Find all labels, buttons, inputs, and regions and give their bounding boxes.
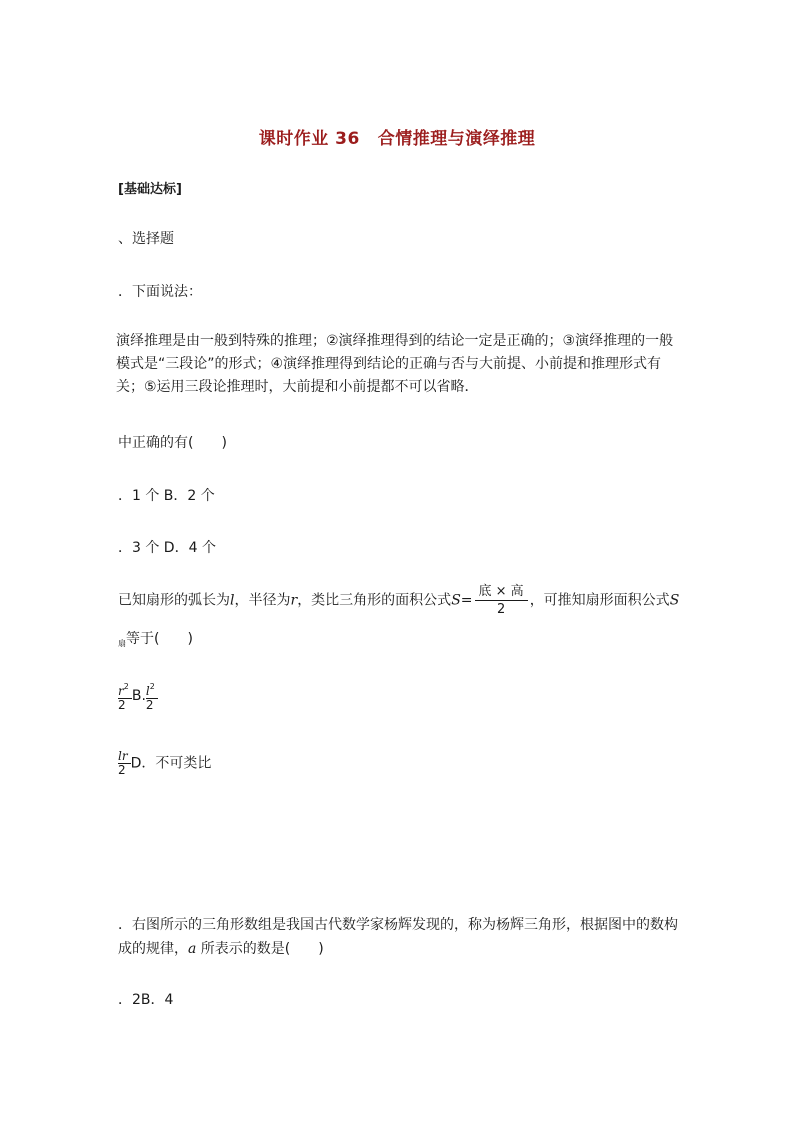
title-part2: 合情推理与演绎推理: [377, 129, 536, 149]
option-c-fraction: $\frac{lr}{2}$: [118, 750, 131, 777]
q3-question-line1: ．右图所示的三角形数组是我国古代数学家杨辉发现的，称为杨辉三角形，根据图中的数构: [118, 917, 678, 933]
q1-options-row1: ．1 个 B．2 个: [118, 488, 215, 504]
var-S2: S: [669, 592, 680, 609]
q2-question-line2: $_扇$等于( ): [118, 631, 193, 648]
q2-question-line1: 已知扇形的弧长为l，半径为r，类比三角形的面积公式S= $\frac{\text{底 × 高}}{2}$ ，可推知扇形面积公式S: [118, 584, 680, 617]
title-part1: 课时作业 36: [258, 129, 360, 149]
section-label: [基础达标]: [118, 182, 182, 197]
q2-options-cd: [118, 750, 211, 777]
subscript-shan: 扇: [118, 639, 126, 648]
triangle-area-fraction: $\frac{\text{底 × 高}}{2}$: [475, 584, 528, 617]
q2-options-ab: [118, 680, 158, 712]
q3-options: ．2B．4: [118, 992, 174, 1008]
var-r: r: [290, 592, 298, 609]
var-S: S: [451, 592, 461, 609]
subsection-heading: 、选择题: [118, 231, 174, 247]
var-l: l: [230, 592, 235, 609]
option-a-fraction: $\frac{r^2}{2}$: [118, 680, 132, 712]
page-title: [0, 124, 794, 149]
q1-question: 中正确的有( ): [118, 435, 227, 451]
q1-options-row2: ．3 个 D．4 个: [118, 540, 216, 556]
var-a: a: [188, 941, 197, 957]
q1-intro: ．下面说法：: [118, 284, 202, 300]
option-d: D．不可类比: [130, 755, 212, 772]
q1-statement: 演绎推理是由一般到特殊的推理；②演绎推理得到的结论一定是正确的；③演绎推理的一般模式是“三段论”的形式；④演绎推理得到结论的正确与否与大前提、小前提和推理形式有关；⑤运用三段论推理时，大前提和小前提都不可以省略．: [116, 333, 674, 395]
q3-question-line2: 成的规律，a 所表示的数是( ): [118, 941, 324, 957]
option-b-label: B.: [131, 688, 146, 704]
option-b-fraction: $\frac{l^2}{2}$: [146, 680, 158, 712]
